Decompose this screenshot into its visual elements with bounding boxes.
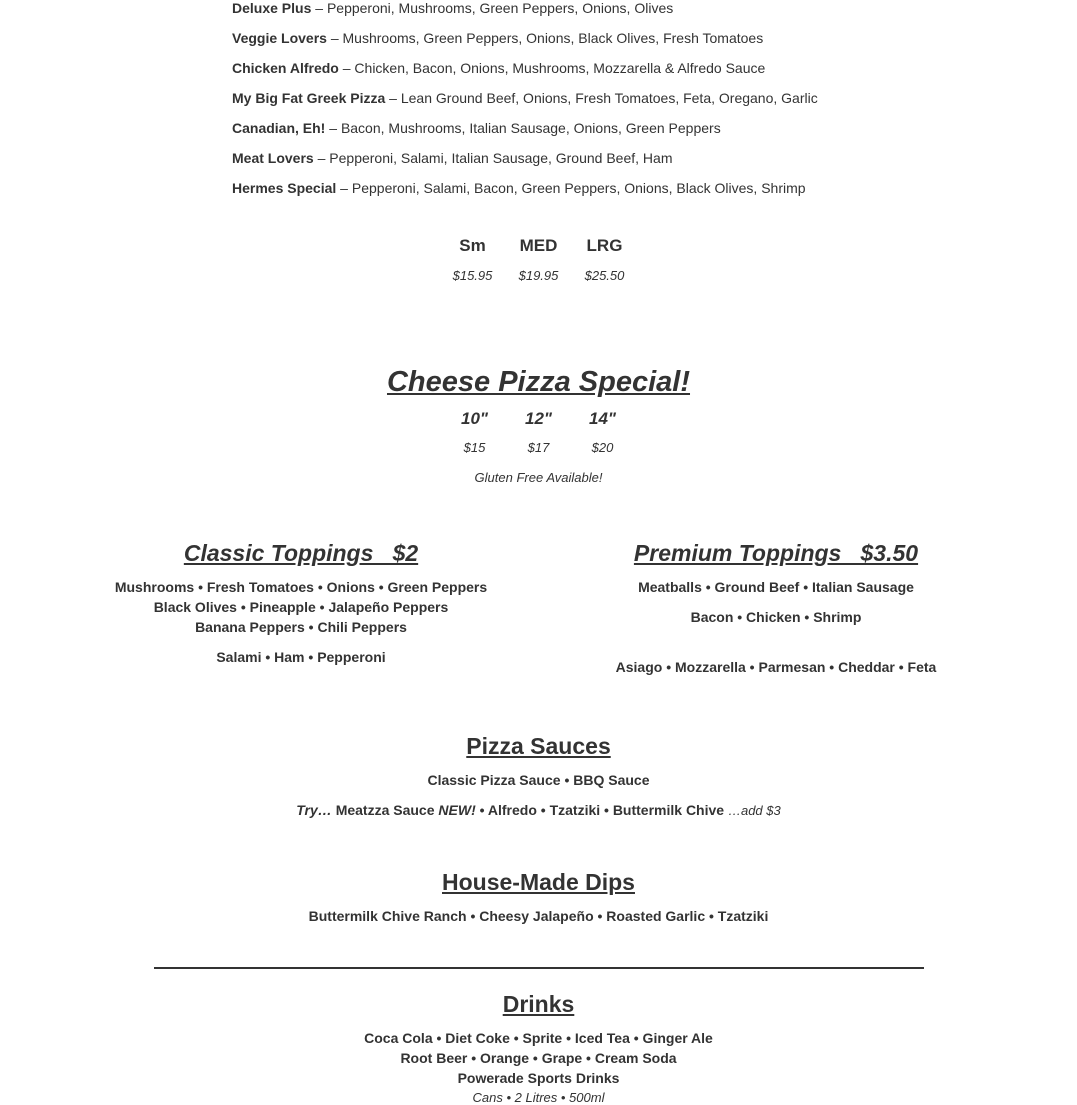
topping-line: Black Olives • Pineapple • Jalapeño Peppers [153, 599, 449, 615]
size-label: LRG [586, 236, 623, 255]
drinks-line: Powerade Sports Drinks [457, 1070, 620, 1086]
sauces-classic: Classic Pizza Sauce • BBQ Sauce [427, 772, 650, 788]
premium-toppings-section [537, 540, 1015, 677]
size-label: 12" [525, 409, 552, 428]
size-label: Sm [459, 236, 486, 255]
pizza-item: My Big Fat Greek Pizza – Lean Ground Beef, Onions, Fresh Tomatoes, Feta, Oregano, Garlic [232, 90, 818, 106]
topping-line: Asiago • Mozzarella • Parmesan • Cheddar • Feta [615, 659, 937, 675]
topping-line: Mushrooms • Fresh Tomatoes • Onions • Green Peppers [114, 579, 488, 595]
cheese-special-title: Cheese Pizza Special! [386, 366, 691, 398]
price-label: $15.95 [452, 268, 493, 283]
size-label: 10" [461, 409, 488, 428]
section-divider [154, 967, 924, 969]
cheese-special-prices [0, 440, 1077, 455]
classic-toppings-section [60, 540, 542, 667]
size-label: MED [519, 236, 558, 255]
price-label: $17 [527, 440, 550, 455]
price-label: $15 [463, 440, 486, 455]
sauces-premium-line [0, 802, 1077, 818]
pizza-item: Hermes Special – Pepperoni, Salami, Bacon, Green Peppers, Onions, Black Olives, Shrimp [232, 180, 806, 196]
premium-toppings-title: Premium Toppings $3.50 [633, 540, 919, 566]
add-price: …add $3 [727, 803, 781, 818]
size-label: 14" [589, 409, 616, 428]
price-label: $20 [591, 440, 614, 455]
dips-line: Buttermilk Chive Ranch • Cheesy Jalapeño • Roasted Garlic • Tzatziki [308, 908, 769, 924]
price-label: $25.50 [584, 268, 625, 283]
gluten-free-note: Gluten Free Available! [474, 470, 603, 485]
specialty-prices [0, 268, 1077, 283]
dips-title: House-Made Dips [442, 869, 635, 895]
drinks-title: Drinks [502, 991, 575, 1017]
pizza-item: Canadian, Eh! – Bacon, Mushrooms, Italian Sausage, Onions, Green Peppers [232, 120, 721, 136]
topping-line: Banana Peppers • Chili Peppers [195, 619, 407, 635]
topping-line: Salami • Ham • Pepperoni [216, 649, 386, 665]
drinks-line: Root Beer • Orange • Grape • Cream Soda [400, 1050, 677, 1066]
try-label: Try… [296, 802, 332, 818]
sauces-title: Pizza Sauces [466, 733, 611, 759]
specialty-sizes [0, 236, 1077, 256]
classic-toppings-title: Classic Toppings $2 [183, 540, 419, 566]
cheese-special-sizes [0, 409, 1077, 429]
topping-line: Bacon • Chicken • Shrimp [690, 609, 862, 625]
meatzza-sauce: Meatzza Sauce [335, 802, 435, 818]
new-badge: NEW! [438, 802, 476, 818]
pizza-item: Meat Lovers – Pepperoni, Salami, Italian Sausage, Ground Beef, Ham [232, 150, 673, 166]
other-sauces: • Alfredo • Tzatziki • Buttermilk Chive [479, 802, 725, 818]
pizza-item: Chicken Alfredo – Chicken, Bacon, Onions, Mushrooms, Mozzarella & Alfredo Sauce [232, 60, 766, 76]
drinks-line: Coca Cola • Diet Coke • Sprite • Iced Tea • Ginger Ale [364, 1030, 713, 1046]
drinks-formats: Cans • 2 Litres • 500ml [472, 1090, 605, 1105]
pizza-item: Deluxe Plus – Pepperoni, Mushrooms, Green Peppers, Onions, Olives [232, 0, 674, 16]
topping-line: Meatballs • Ground Beef • Italian Sausage [638, 579, 914, 595]
price-label: $19.95 [518, 268, 559, 283]
pizza-item: Veggie Lovers – Mushrooms, Green Peppers, Onions, Black Olives, Fresh Tomatoes [232, 30, 764, 46]
specialty-pizza-list [232, 0, 818, 210]
